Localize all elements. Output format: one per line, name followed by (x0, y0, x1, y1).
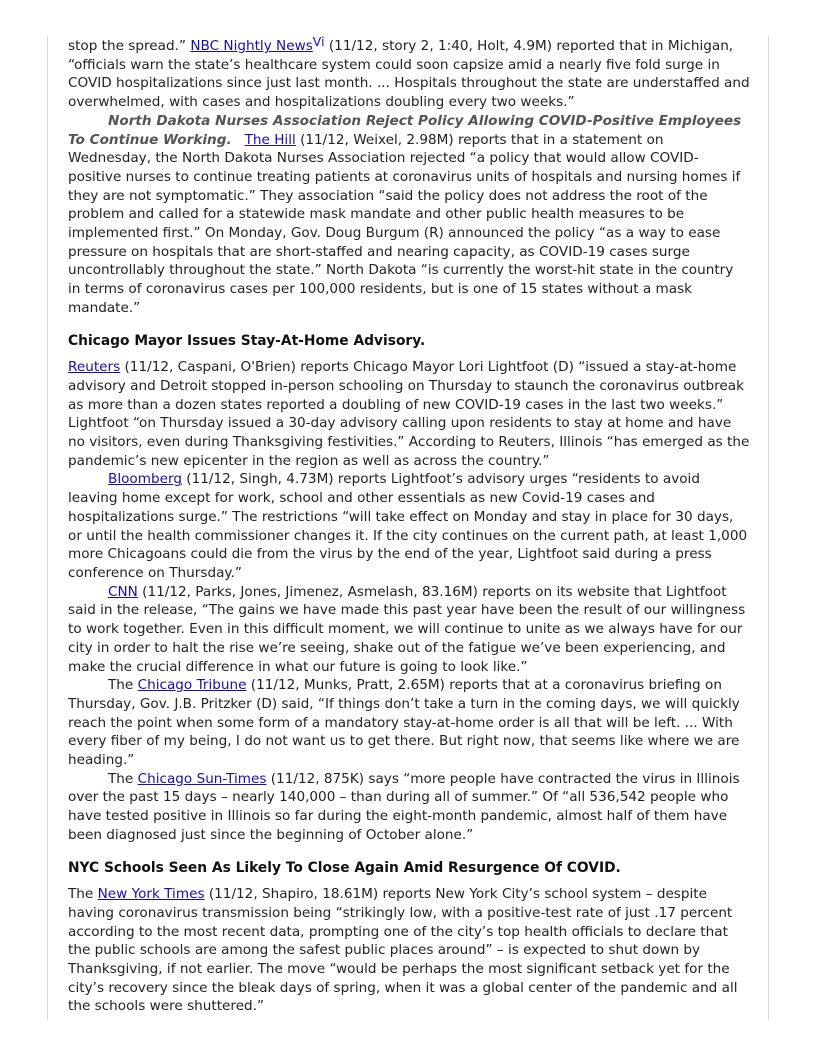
reuters-link[interactable]: Reuters (68, 359, 121, 376)
document-page (68, 34, 750, 1016)
paragraph-bloomberg (68, 470, 750, 582)
chicago-tribune-link[interactable]: Chicago Tribune (137, 677, 247, 694)
bloomberg-link[interactable]: Bloomberg (108, 471, 182, 488)
paragraph-chicago-tribune (68, 676, 750, 770)
paragraph-north-dakota (68, 112, 750, 318)
paragraph-body: (11/12, 875K) says “more people have contracted the virus in Illinois over the past 15 days – nearly 140,000 – than during all of summer.” Of “all 536,542 people who have tested positive in Illinois so far during the eight-month pandemic, almost half of them have been diagnosed just since the beginning of October alone.” (68, 770, 740, 843)
paragraph-body: (11/12, story 2, 1:40, Holt, 4.9M) reported that in Michigan, “officials warn the state’s healthcare system could soon capsize amid a nearly five fold surge in COVID hospitalizations since just last month. ... Hospitals throughout the state are understaffed and overwhelmed, with cases and hospitalizations doubling every two weeks.” (68, 38, 750, 111)
footnote-marker[interactable]: Vi (312, 34, 325, 49)
paragraph-lead-text: The (108, 677, 138, 694)
paragraph-lead-text: The (68, 886, 98, 903)
paragraph-body: (11/12, Caspani, O'Brien) reports Chicago Mayor Lori Lightfoot (D) “issued a stay-at-home advisory and Detroit stopped in-person schooling on Thursday to staunch the coronavirus outbreak as more than a dozen states reported a doubling of new COVID-19 cases in the last two weeks.” Lightfoot “on Thursday issued a 30-day advisory calling upon residents to stay at home and have no visitors, even during Thanksgiving festivities.” According to Reuters, Illinois “has emerged as the pandemic’s new epicenter in the region as well as across the country.” (68, 359, 750, 469)
paragraph-nyt (68, 885, 750, 1016)
right-page-border (768, 36, 769, 1020)
cnn-link[interactable]: CNN (108, 583, 138, 600)
paragraph-nbc (68, 34, 750, 112)
article-subheading: North Dakota Nurses Association Reject Policy Allowing COVID-Positive Employees To Continue Working. (68, 112, 742, 148)
paragraph-cnn (68, 583, 750, 677)
the-hill-link[interactable]: The Hill (244, 131, 296, 148)
nbc-nightly-news-link[interactable]: NBC Nightly News (190, 38, 313, 54)
paragraph-chicago-sun-times (68, 770, 750, 845)
paragraph-lead-text: stop the spread.” (68, 38, 191, 54)
paragraph-lead-text: The (108, 770, 138, 787)
section-heading-nyc-schools: NYC Schools Seen As Likely To Close Again Amid Resurgence Of COVID. (68, 859, 621, 876)
paragraph-reuters (68, 358, 750, 470)
paragraph-body: (11/12, Munks, Pratt, 2.65M) reports that at a coronavirus briefing on Thursday, Gov. J.B. Pritzker (D) said, “If things don’t take a turn in the coming days, we will quickly reach the point when some form of a mandatory stay-at-home order is all that will be left. ... With every fiber of my being, I do not want us to get there. But right now, that seems like where we are heading.” (68, 677, 740, 769)
left-page-border (47, 36, 48, 1020)
chicago-sun-times-link[interactable]: Chicago Sun-Times (137, 770, 267, 787)
new-york-times-link[interactable]: New York Times (97, 886, 205, 903)
paragraph-body: (11/12, Singh, 4.73M) reports Lightfoot’s advisory urges “residents to avoid leaving home except for work, school and other essentials as new Covid-19 cases and hospitalizations surge.” The restrictions “will take effect on Monday and stay in place for 30 days, or until the health commissioner changes it. If the city continues on the current path, at least 1,000 more Chicagoans could die from the virus by the end of the year, Lightfoot said during a press conference on Thursday.” (68, 471, 748, 581)
section-heading-chicago: Chicago Mayor Issues Stay-At-Home Advisory. (68, 332, 426, 349)
paragraph-body: (11/12, Weixel, 2.98M) reports that in a statement on Wednesday, the North Dakota Nurses Association rejected “a policy that would allow COVID-positive nurses to continue treating patients at coronavirus units of hospitals and nursing homes if they are not symptomatic.” They association “said the policy does not address the root of the problem and called for a statewide mask mandate and other public health measures to be implemented first.” On Monday, Gov. Doug Burgum (R) announced the policy “as a way to ease pressure on hospitals that are short-staffed and nearing capacity, as COVID-19 cases surge uncontrollably throughout the state.” North Dakota “is currently the worst-hit state in the country in terms of coronavirus cases per 100,000 residents, but is one of 15 states without a mask mandate.” (68, 131, 741, 316)
paragraph-body: (11/12, Parks, Jones, Jimenez, Asmelash, 83.16M) reports on its website that Lightfoot said in the release, “The gains we have made this past year have been the result of our willingness to work together. Even in this difficult moment, we will continue to unite as we always have for our city in order to halt the rise we’re seeing, shake out of the fatigue we’ve been experiencing, and make the crucial difference in what our future is going to look like.” (68, 583, 746, 675)
paragraph-body: (11/12, Shapiro, 18.61M) reports New York City’s school system – despite having coronavirus transmission being “strikingly low, with a positive-test rate of just .17 percent according to the most recent data, prompting one of the city’s top health officials to declare that the public schools are among the safest public places around” – is expected to shut down by Thanksgiving, if not earlier. The move “would be perhaps the most significant setback yet for the city’s recovery since the bleak days of spring, when it was a global center of the pandemic and all the schools were shuttered.” (68, 886, 738, 1015)
